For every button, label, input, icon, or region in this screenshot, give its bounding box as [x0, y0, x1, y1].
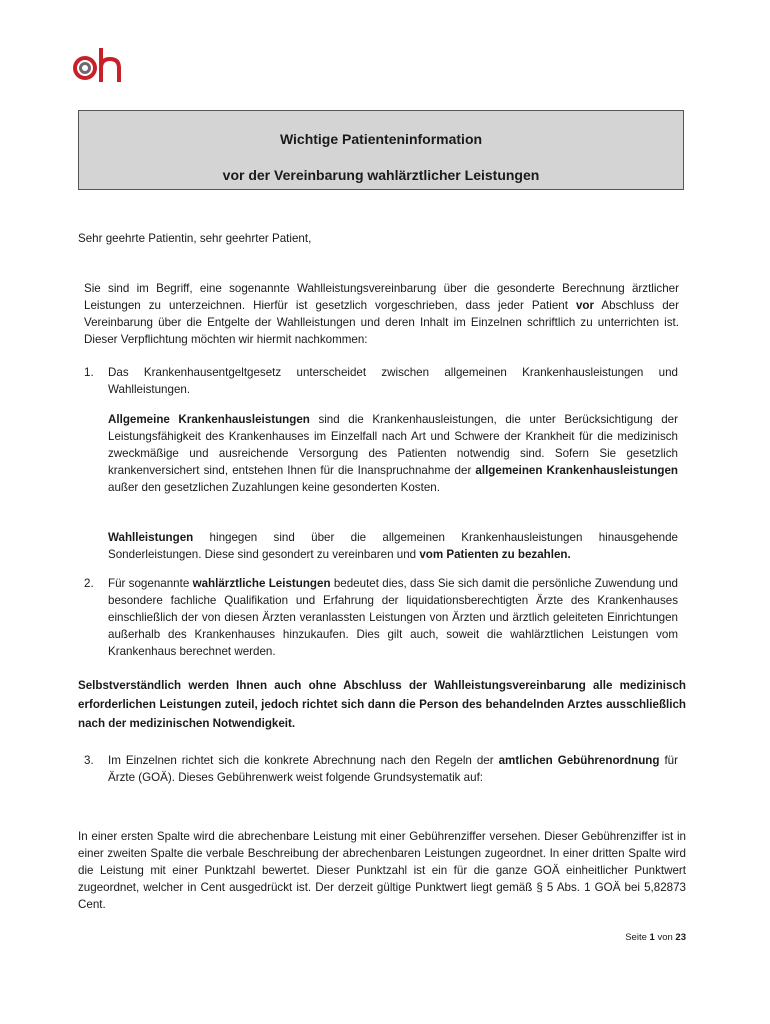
item-2-text: Für sogenannte wahlärztliche Leistungen bedeutet dies, dass Sie sich damit die persönliche Zuwendung und besondere fachliche Qualifikation und Erfahrung der liquidationsberechtigten Ärzte des Krankenhauses einschließlich der von diesen Ärzten veranlassten Leistungen von Ärzten und ärztlich geleiteten Einrichtungen außerhalb des Krankenhauses hinzukaufen. Dies gilt auch, soweit die wahlärztlichen Leistungen vom Krankenhaus berechnet werden. [108, 577, 678, 658]
item-1-paragraph-general: Allgemeine Krankenhausleistungen sind die Krankenhausleistungen, die unter Berücksichtigung der Leistungsfähigkeit des Krankenhauses im Einzelfall nach Art und Schwere der Krankheit für die medizinisch zweckmäßige und ausreichende Versorgung des Patienten notwendig sind. Sofern Sie gesetzlich krankenversichert sind, entstehen Ihnen für die Inanspruchnahme der allgemeinen Krankenhausleistungen außer den gesetzlichen Zuzahlungen keine gesonderten Kosten. [108, 413, 678, 494]
title-box [78, 110, 684, 190]
hospital-logo [70, 46, 126, 86]
item-number: 1. [84, 366, 94, 379]
page-number: Seite 1 von 23 [625, 932, 686, 943]
goae-explanation-paragraph: In einer ersten Spalte wird die abrechenbare Leistung mit einer Gebührenziffer versehen. Dieser Gebührenziffer ist in einer zweiten Spalte die verbale Beschreibung der abrechenbaren Leistungen zugeordnet. In einer dritten Spalte wird die Leistung mit einer Punktzahl bewertet. Dieser Punktzahl ist ein für die ganze GOÄ einheitlicher Punktwert zugeordnet, welcher in Cent ausgedrückt ist. Der derzeit gültige Punktwert liegt gemäß § 5 Abs. 1 GOÄ bei 5,82873 Cent. [78, 830, 686, 911]
greeting: Sehr geehrte Patientin, sehr geehrter Patient, [78, 232, 312, 245]
item-1-text: Das Krankenhausentgeltgesetz unterscheidet zwischen allgemeinen Krankenhausleistungen und Wahlleistungen. [108, 366, 678, 396]
item-number: 3. [84, 754, 94, 767]
item-number: 2. [84, 577, 94, 590]
item-1-paragraph-elective: Wahlleistungen hingegen sind über die allgemeinen Krankenhausleistungen hinausgehende Sonderleistungen. Diese sind gesondert zu vereinbaren und vom Patienten zu bezahlen. [108, 531, 678, 561]
page-title: Wichtige Patienteninformation [279, 131, 483, 147]
page-subtitle: vor der Vereinbarung wahlärztlicher Leistungen [222, 167, 540, 183]
item-3-text: Im Einzelnen richtet sich die konkrete Abrechnung nach den Regeln der amtlichen Gebührenordnung für Ärzte (GOÄ). Dieses Gebührenwerk weist folgende Grundsystematik auf: [108, 754, 678, 784]
intro-paragraph: Sie sind im Begriff, eine sogenannte Wahlleistungsvereinbarung über die gesonderte Berechnung ärztlicher Leistungen zu unterzeichnen. Hierfür ist gesetzlich vorgeschrieben, dass jeder Patient vor Abschluss der Vereinbarung über die Entgelte der Wahlleistungen und deren Inhalt im Einzelnen schriftlich zu unterrichten ist. Dieser Verpflichtung möchten wir hiermit nachkommen: [84, 282, 679, 346]
bold-notice-paragraph: Selbstverständlich werden Ihnen auch ohne Abschluss der Wahlleistungsvereinbarung alle medizinisch erforderlichen Leistungen zuteil, jedoch richtet sich dann die Person des behandelnden Arztes ausschließlich nach der medizinischen Notwendigkeit. [78, 679, 686, 730]
